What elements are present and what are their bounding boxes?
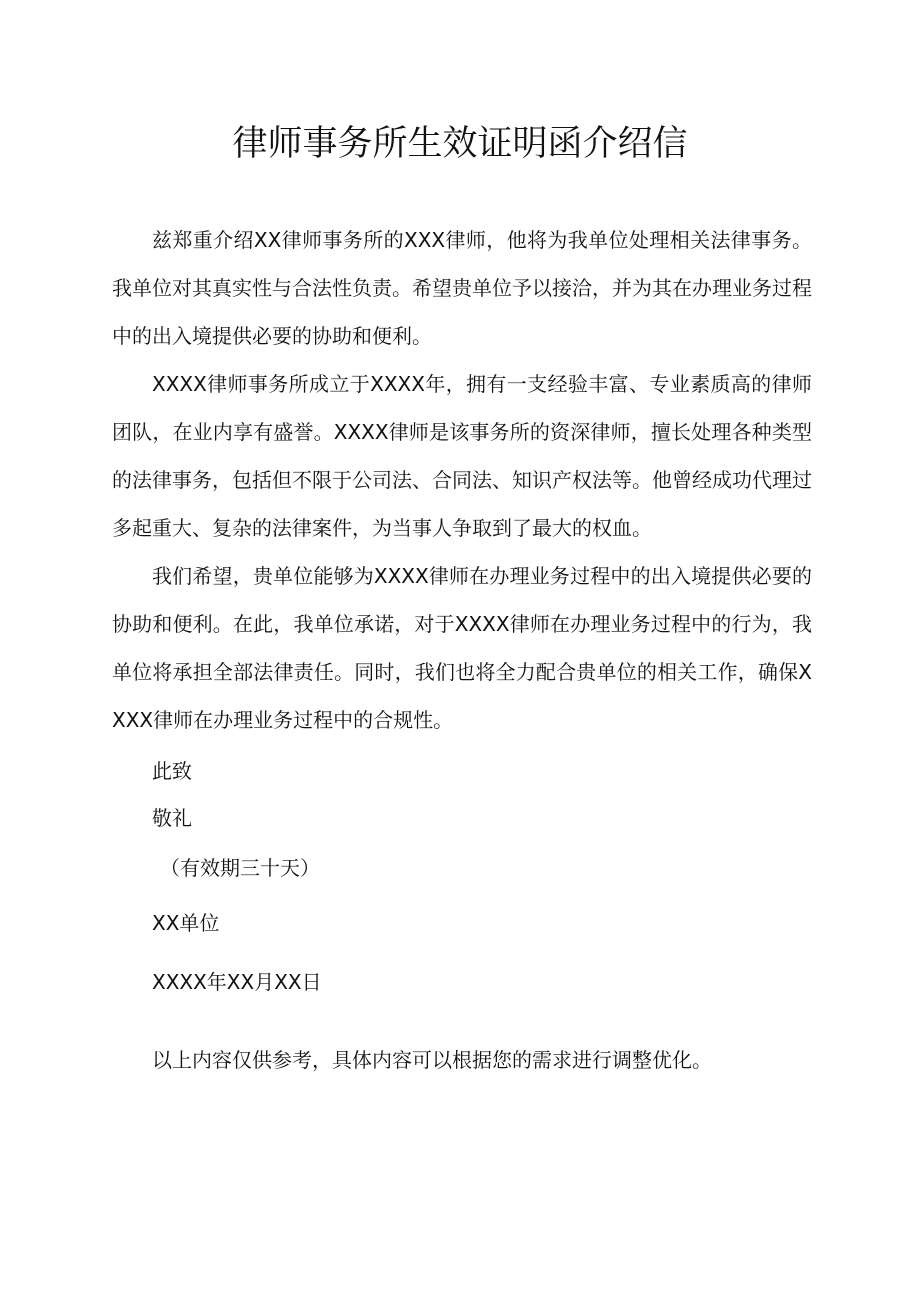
validity-note: （有效期三十天） [160, 856, 320, 880]
paragraph-introduction: 兹郑重介绍XX律师事务所的XXX律师，他将为我单位处理相关法律事务。我单位对其真实性与合法性负责。希望贵单位予以接洽，并为其在办理业务过程中的出入境提供必要的协助和便利。 [112, 228, 812, 348]
salutation: 此致 [152, 759, 192, 783]
page-title: 律师事务所生效证明函介绍信 [232, 124, 688, 164]
letter-date: XXXX年XX月XX日 [152, 970, 322, 994]
paragraph-commitment: 我们希望，贵单位能够为XXXX律师在办理业务过程中的出入境提供必要的协助和便利。在此，我单位承诺，对于XXXX律师在办理业务过程中的行为，我单位将承担全部法律责任。同时，我们也将全力配合贵单位的相关工作，确保XXXX律师在办理业务过程中的合规性。 [112, 564, 812, 732]
letter-body [112, 216, 812, 744]
regards: 敬礼 [152, 806, 192, 830]
disclaimer-note: 以上内容仅供参考，具体内容可以根据您的需求进行调整优化。 [152, 1048, 712, 1072]
signatory: XX单位 [152, 911, 220, 935]
paragraph-firm-background: XXXX律师事务所成立于XXXX年，拥有一支经验丰富、专业素质高的律师团队，在业内享有盛誉。XXXX律师是该事务所的资深律师，擅长处理各种类型的法律事务，包括但不限于公司法、合同法、知识产权法等。他曾经成功代理过多起重大、复杂的法律案件，为当事人争取到了最大的权血。 [112, 372, 812, 540]
